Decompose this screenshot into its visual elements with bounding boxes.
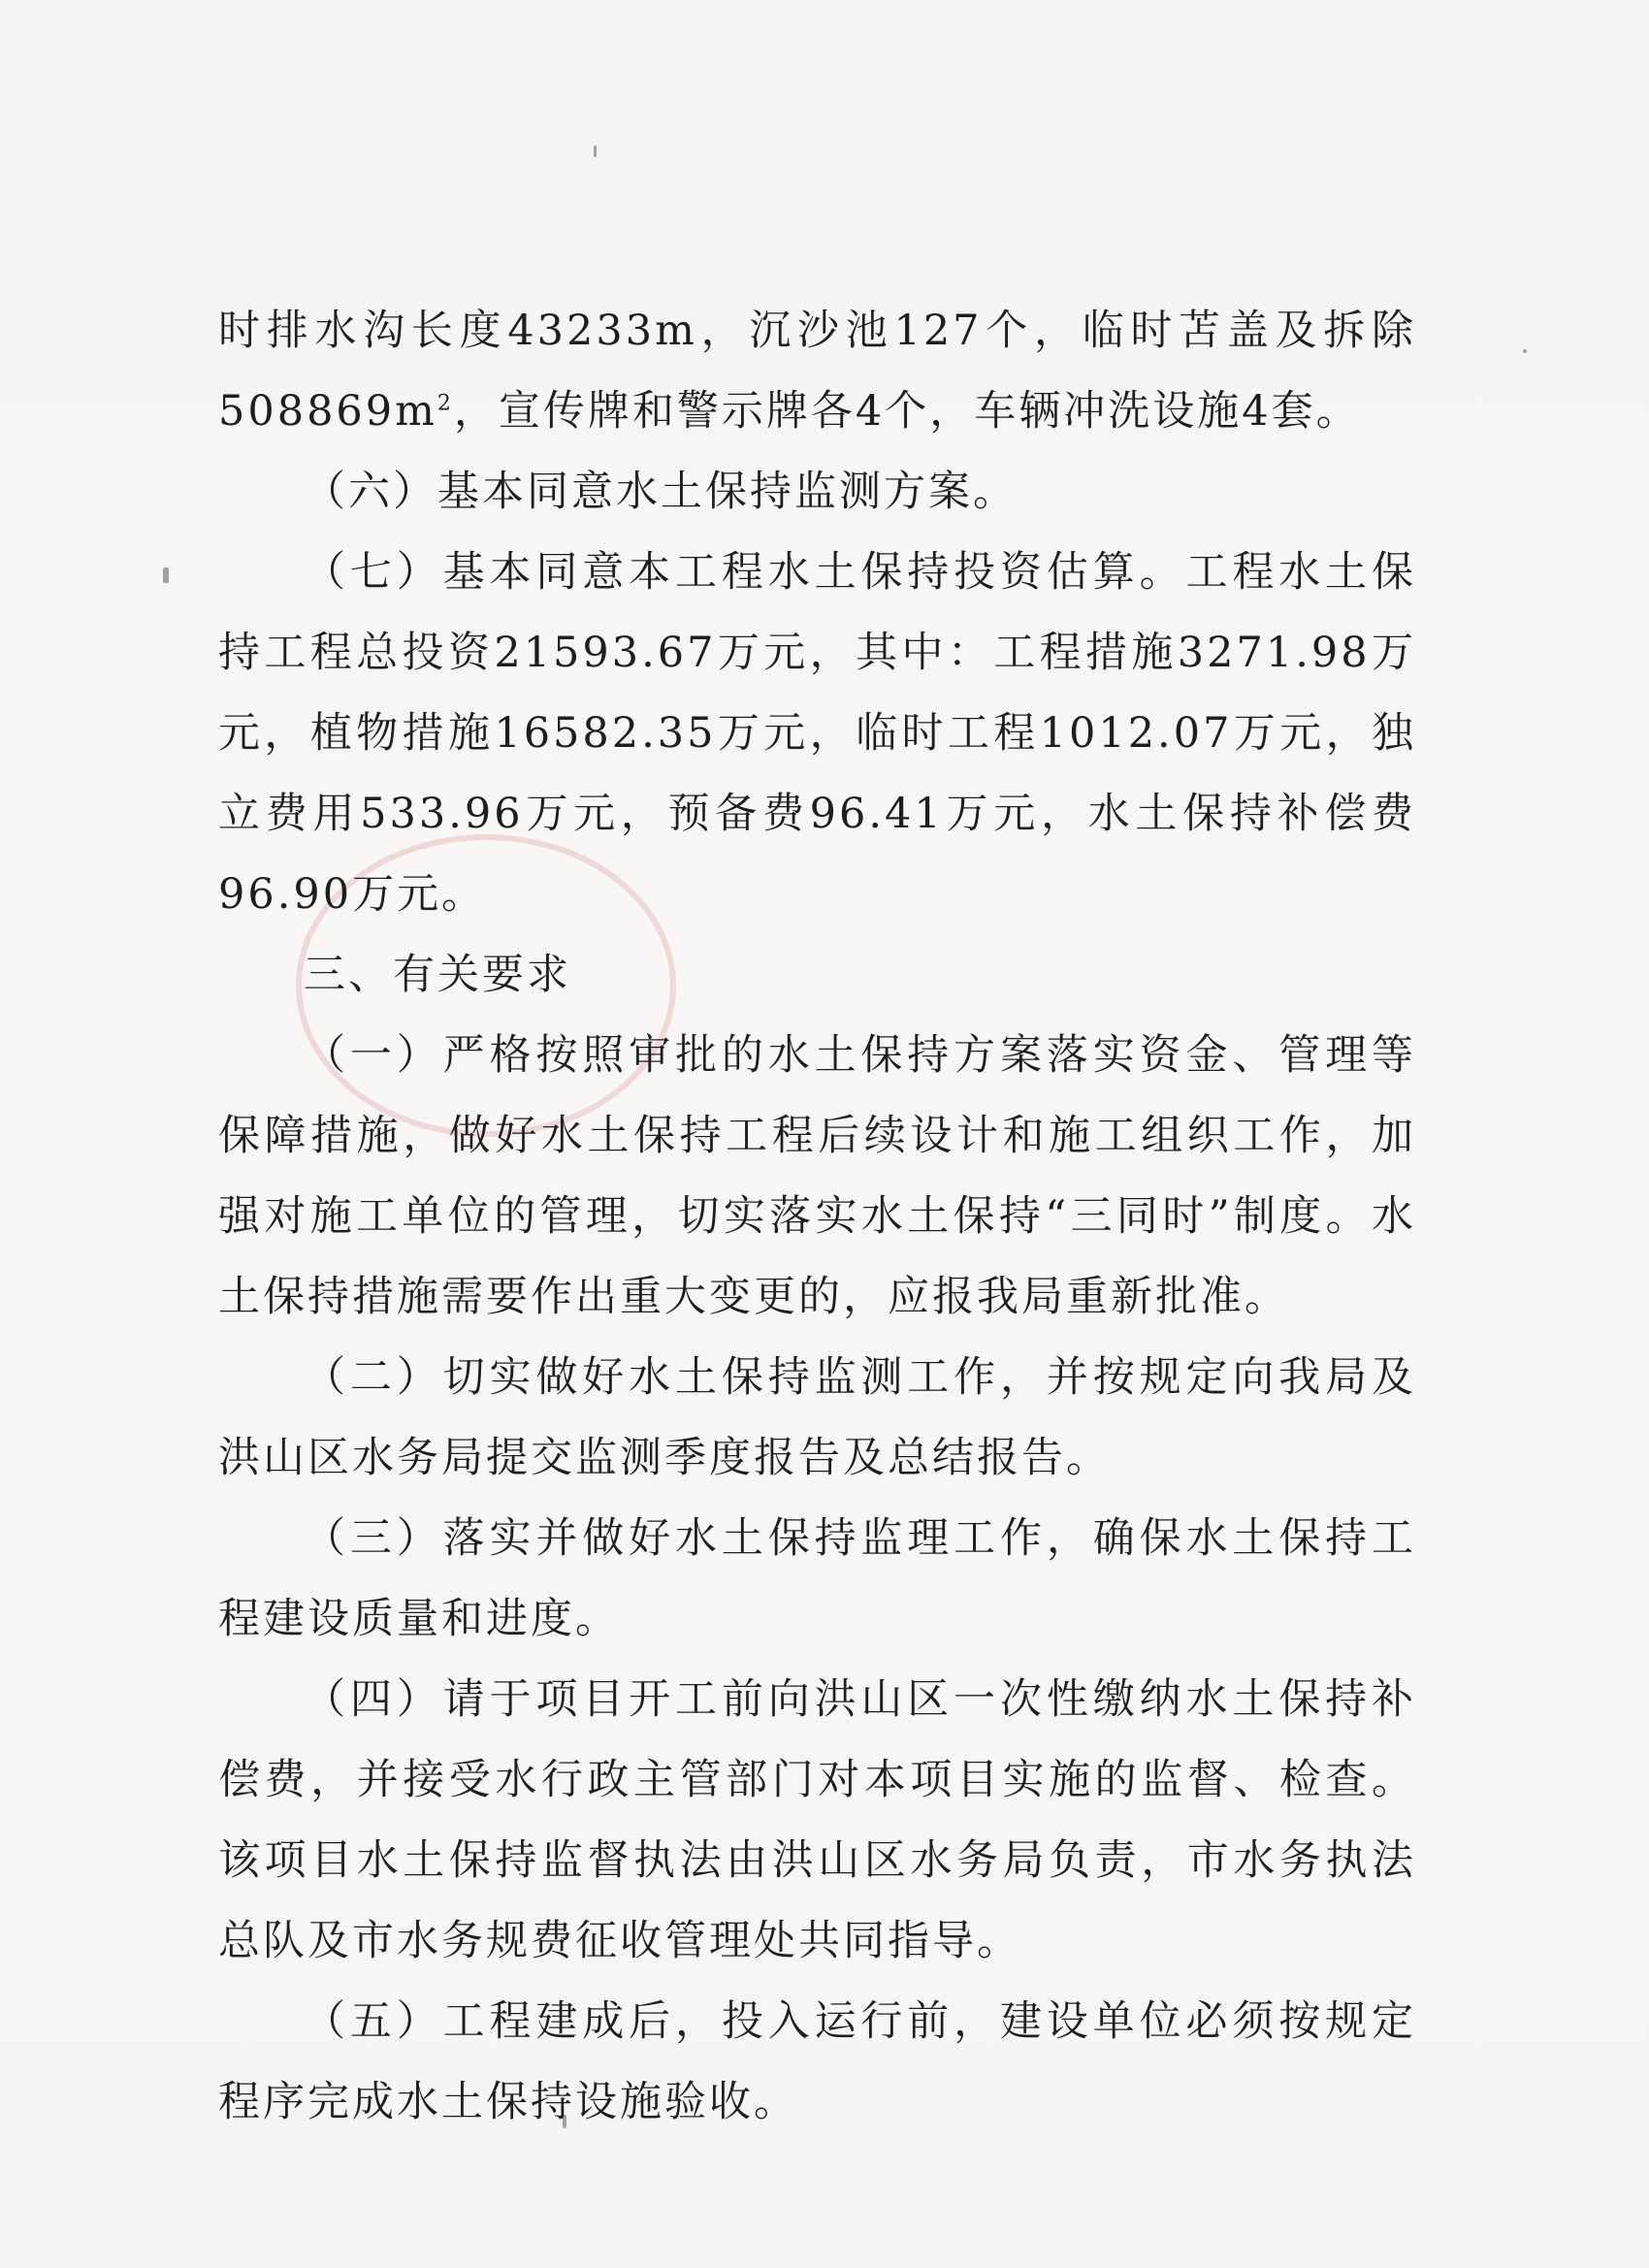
scan-speck [594,146,597,157]
paragraph-text: 时排水沟长度43233m，沉沙池127个，临时苫盖及拆除508869m [218,307,1416,436]
scan-speck [1523,349,1527,353]
document-body [218,291,1416,2143]
superscript-unit: 2 [436,391,454,416]
section-heading-requirements: 三、有关要求 [304,951,571,999]
paragraph-drainage-summary [218,291,1416,452]
paragraph-requirement-4: （四）请于项目开工前向洪山区一次性缴纳水土保持补偿费，并接受水行政主管部门对本项目实施的监督、检查。该项目水土保持监督执法由洪山区水务局负责，市水务执法总队及市水务规费征收管理处共同指导。 [218,1675,1416,1965]
paragraph-requirement-3: （三）落实并做好水土保持监理工作，确保水土保持工程建设质量和进度。 [218,1514,1416,1643]
paragraph-requirement-5: （五）工程建成后，投入运行前，建设单位必须按规定程序完成水土保持设施验收。 [218,1997,1416,2126]
paragraph-investment-estimate: （七）基本同意本工程水土保持投资估算。工程水土保持工程总投资21593.67万元，其中：工程措施3271.98万元，植物措施16582.35万元，临时工程1012.07万元，独立费用533.96万元，预备费96.41万元，水土保持补偿费96.90万元。 [218,548,1416,919]
scan-speck [163,567,169,583]
paragraph-monitoring-approval: （六）基本同意水土保持监测方案。 [304,468,1018,516]
paragraph-requirement-2: （二）切实做好水土保持监测工作，并按规定向我局及洪山区水务局提交监测季度报告及总结报告。 [218,1353,1416,1482]
paragraph-requirement-1: （一）严格按照审批的水土保持方案落实资金、管理等保障措施，做好水土保持工程后续设计和施工组织工作，加强对施工单位的管理，切实落实水土保持“三同时”制度。水土保持措施需要作出重大变更的，应报我局重新批准。 [218,1031,1416,1321]
paragraph-text: ，宣传牌和警示牌各4个，车辆冲洗设施4套。 [453,387,1361,436]
